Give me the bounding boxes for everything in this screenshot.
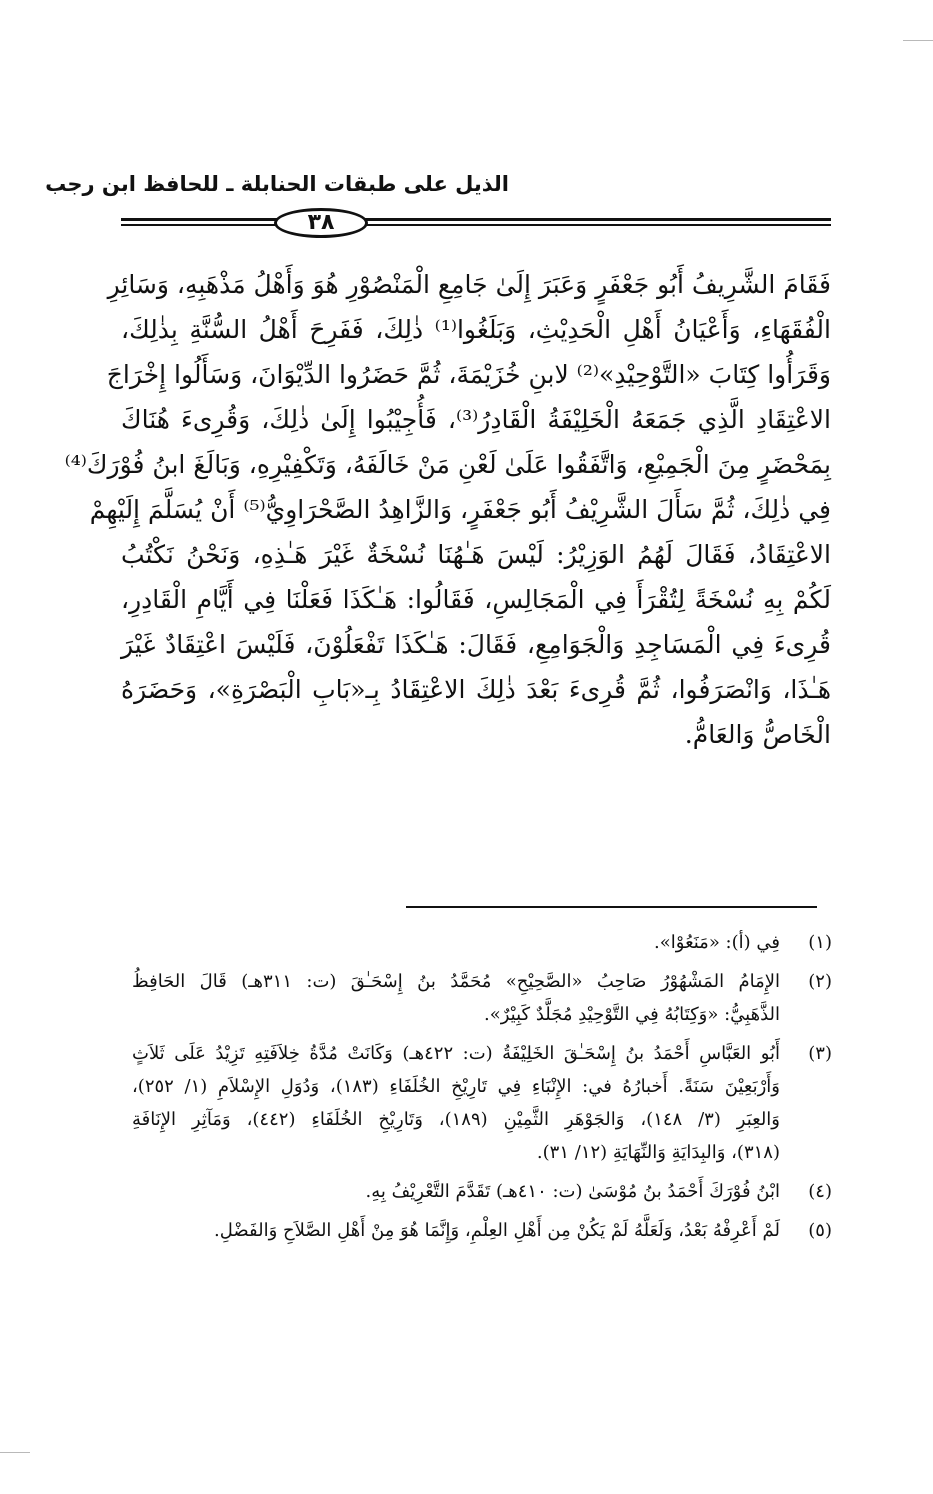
rule-thick — [121, 218, 831, 221]
text-line: قُرِىءَ فِي الْمَسَاجِدِ وَالْجَوَامِعِ، فَقَالَ: هَـٰكَذَا تَفْعَلُوْنَ، فَلَيْسَ اعْتِقَادٌ غَيْرَ — [121, 630, 831, 659]
text-line: الاعْتِقَادِ الَّذِي جَمَعَهُ الْخَلِيْفَةُ الْقَادِرُ⁽³⁾، فَأُجِيْبُوا إِلَىٰ ذٰلِكَ، وَقُرِىءَ هُنَاكَ — [121, 405, 832, 434]
footnote-3 — [132, 1037, 832, 1169]
footnote-line: الذَّهَبِيُّ: «وَكِتَابُهُ فِي التَّوْحِيْدِ مُجَلَّدٌ كَبِيْرٌ». — [484, 1004, 780, 1025]
footnote-number: (٢) — [808, 971, 832, 992]
text-line: وَقَرَأُوا كِتَابَ «التَّوْحِيْدِ»⁽²⁾ لابنِ خُزَيْمَةَ، ثُمَّ حَضَرُوا الدِّيْوَانَ، وَسَأَلُوا إِخْرَاجَ — [106, 360, 831, 389]
footnote-number: (٣) — [808, 1043, 832, 1064]
footnote-line: وَالعِبَرِ (٣/ ١٤٨)، وَالجَوْهَرِ الثَّمِيْنِ (١٨٩)، وَتَارِيْخِ الخُلَفَاءِ (٤٤٢)، وَمَآثِرِ الإِنَافَةِ — [132, 1109, 780, 1130]
footnote-1 — [132, 926, 832, 959]
footnote-5 — [132, 1214, 832, 1247]
text-line: الْخَاصُّ وَالعَامُّ. — [684, 720, 831, 749]
main-text — [64, 262, 832, 757]
text-line: لَكُمْ بِهِ نُسْخَةً لِتُقْرَأَ فِي الْمَجَالِسِ، فَقَالُوا: هَـٰكَذَا فَعَلْنَا فِي أَيَّامِ الْقَادِرِ، — [121, 585, 831, 614]
text-line: هَـٰذَا، وَانْصَرَفُوا، ثُمَّ قُرِىءَ بَعْدَ ذٰلِكَ الاعْتِقَادُ بِـ«بَابِ الْبَصْرَةِ»، وَحَضَرَهُ — [121, 675, 831, 704]
footnote-line: (٣١٨)، وَالبِدَايَةِ وَالنِّهَايَةِ (١٢/ ٣١). — [536, 1142, 780, 1163]
footnote-line: الإِمَامُ المَشْهُوْرُ صَاحِبُ «الصَّحِيْحِ» مُحَمَّدُ بنُ إِسْحَـٰقَ (ت: ٣١١هـ) قَالَ الحَافِظُ — [132, 971, 780, 992]
page-edge-mark — [0, 1452, 30, 1453]
footnote-line: فِي (أ): «مَنَعُوْا». — [654, 932, 780, 953]
footnote-2 — [132, 965, 832, 1031]
running-title: الذيل على طبقات الحنابلة ـ للحافظ ابن رجب — [45, 172, 509, 196]
footnote-number: (١) — [808, 932, 832, 953]
text-line: فَقَامَ الشَّرِيفُ أَبُو جَعْفَرٍ وَعَبَرَ إِلَىٰ جَامِعِ الْمَنْصُوْرِ هُوَ وَأَهْلُ مَذْهَبِهِ، وَسَائِرِ — [107, 270, 831, 299]
rule-thin — [121, 224, 831, 226]
footnote-line: ابْنُ فُوْرَكَ أَحْمَدُ بنُ مُوْسَىٰ (ت: ٤١٠هـ) تَقَدَّمَ التَّعْرِيْفُ بِهِ. — [365, 1181, 780, 1202]
footnote-line: أَبُو العَبَّاسِ أَحْمَدُ بنُ إِسْحَـٰقَ الخَلِيْفَةُ (ت: ٤٢٢هـ) وَكَانَتْ مُدَّةُ خِلاَفَتِهِ تَزِيْدُ عَلَى ثَلاَثٍ — [132, 1043, 781, 1064]
text-line: الاعْتِقَادُ، فَقَالَ لَهُمُ الوَزِيْرُ: لَيْسَ هَـٰهُنَا نُسْخَةٌ غَيْرَ هَـٰذِهِ، وَنَحْنُ نَكْتُبُ — [121, 540, 831, 569]
header-rule — [121, 208, 831, 238]
footnote-4 — [132, 1175, 832, 1208]
text-line: بِمَحْضَرٍ مِنَ الْجَمِيْعِ، وَاتَّفَقُوا عَلَىٰ لَعْنِ مَنْ خَالَفَهُ، وَتَكْفِيْرِهِ، وَبَالَغَ ابنُ فُوْرَكَ⁽⁴⁾ — [64, 450, 831, 479]
footnote-separator — [406, 906, 817, 908]
footnote-number: (٤) — [808, 1181, 832, 1202]
page-edge-mark — [903, 40, 933, 41]
double-rule-lines — [121, 218, 831, 228]
footnotes — [132, 926, 832, 1253]
footnote-line: لَمْ أَعْرِفْهُ بَعْدُ، وَلَعَلَّهُ لَمْ يَكُنْ مِن أَهْلِ العِلْمِ، وَإِنَّمَا هُوَ مِنْ أَهْلِ الصَّلاَحِ وَالفَضْلِ. — [214, 1220, 780, 1241]
footnote-number: (٥) — [808, 1220, 832, 1241]
footnote-line: وَأَرْبَعِيْنَ سَنَةً. أَخبارُهُ في: الإِنْبَاءِ فِي تَارِيْخِ الخُلَفَاءِ (١٨٣)، وَدُوَلِ الإِسْلاَمِ (١/ ٢٥٢)، — [132, 1076, 780, 1097]
text-line: فِي ذٰلِكَ، ثُمَّ سَأَلَ الشَّرِيْفُ أَبُو جَعْفَرٍ، وَالزَّاهِدُ الصَّحْرَاوِيُّ⁽⁵⁾ أَنْ يُسَلَّمَ إِلَيْهِمْ — [89, 495, 831, 524]
text-line: الْفُقَهَاءِ، وَأَعْيَانُ أَهْلِ الْحَدِيْثِ، وَبَلَغُوا⁽¹⁾ ذٰلِكَ، فَفَرِحَ أَهْلُ السُّنَّةِ بِذٰلِكَ، — [121, 315, 831, 344]
page-number: ٣٨ — [274, 208, 368, 238]
